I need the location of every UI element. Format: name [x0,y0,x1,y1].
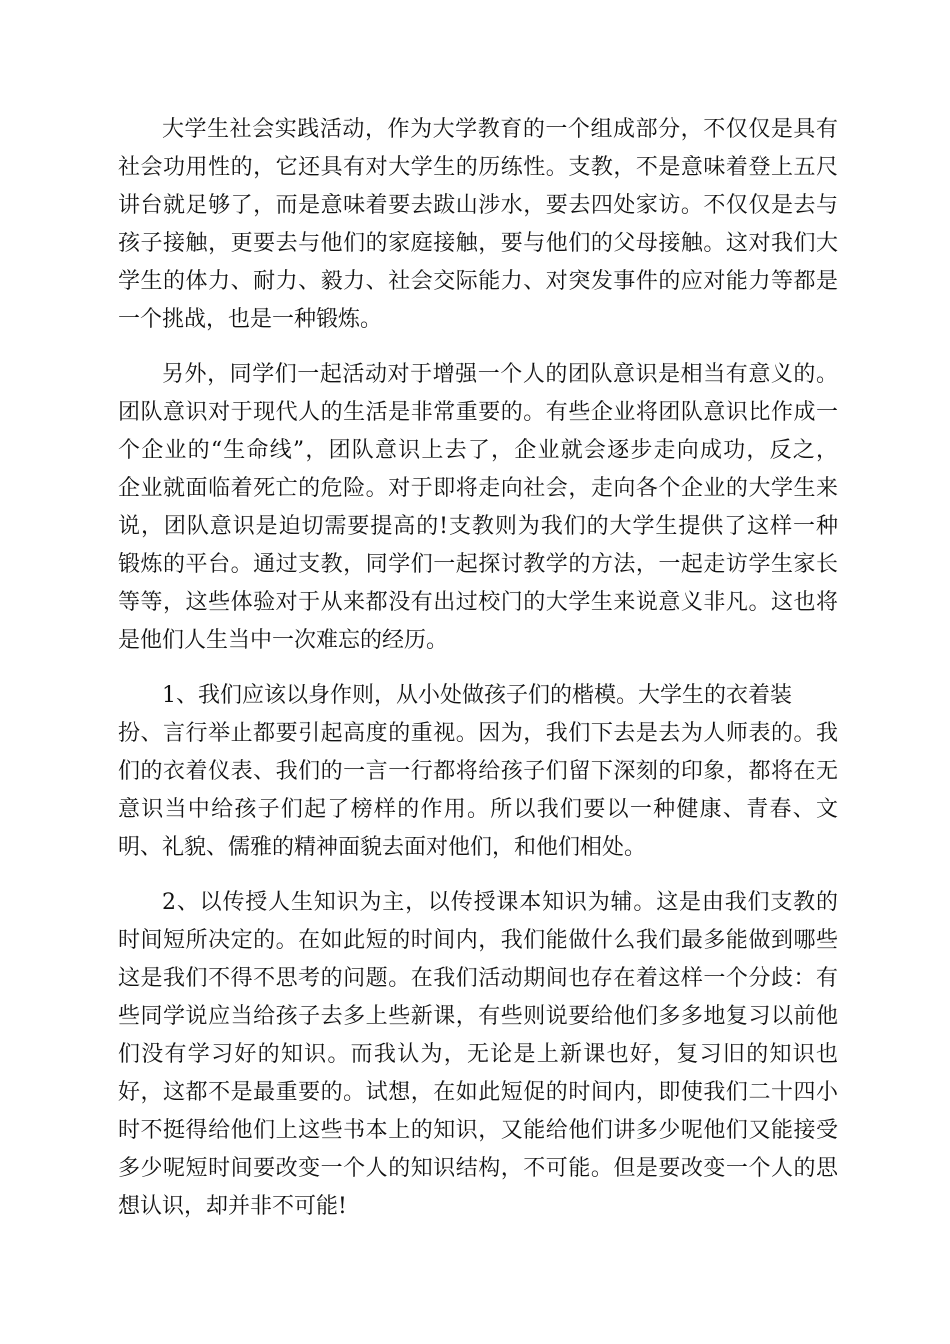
paragraph-2-line-3: 个企业的“生命线”，团队意识上去了，企业就会逐步走向成功，反之， [118,438,838,463]
paragraph-4-line-4: 些同学说应当给孩子去多上些新课，有些则说要给他们多多地复习以前他 [118,1004,838,1029]
paragraph-3-line-1: 1、我们应该以身作则，从小处做孩子们的楷模。大学生的衣着装 [162,683,792,708]
paragraph-4-line-6: 好，这都不是最重要的。试想，在如此短促的时间内，即使我们二十四小 [118,1080,838,1105]
paragraph-4-line-5: 们没有学习好的知识。而我认为，无论是上新课也好，复习旧的知识也 [118,1042,838,1067]
paragraph-3-line-5: 明、礼貌、儒雅的精神面貌去面对他们，和他们相处。 [118,835,647,860]
paragraph-2-line-5: 说，团队意识是迫切需要提高的!支教则为我们的大学生提供了这样一种 [118,514,838,539]
paragraph-2-line-2: 团队意识对于现代人的生活是非常重要的。有些企业将团队意识比作成一 [118,400,838,425]
paragraph-4-line-3: 这是我们不得不思考的问题。在我们活动期间也存在着这样一个分歧：有 [118,966,838,991]
paragraph-1-line-4: 孩子接触，更要去与他们的家庭接触，要与他们的父母接触。这对我们大 [118,231,838,256]
paragraph-1-line-1: 大学生社会实践活动，作为大学教育的一个组成部分，不仅仅是具有 [162,117,838,142]
paragraph-3-line-3: 们的衣着仪表、我们的一言一行都将给孩子们留下深刻的印象，都将在无 [118,759,838,784]
paragraph-4-line-9: 想认识，却并非不可能! [118,1194,347,1219]
paragraph-1-line-5: 学生的体力、耐力、毅力、社会交际能力、对突发事件的应对能力等都是 [118,269,838,294]
paragraph-4-line-2: 时间短所决定的。在如此短的时间内，我们能做什么我们最多能做到哪些 [118,928,838,953]
paragraph-2-line-4: 企业就面临着死亡的危险。对于即将走向社会，走向各个企业的大学生来 [118,476,838,501]
paragraph-4-line-1: 2、以传授人生知识为主，以传授课本知识为辅。这是由我们支教的 [162,890,838,915]
paragraph-2-line-8: 是他们人生当中一次难忘的经历。 [118,628,449,653]
paragraph-1-line-6: 一个挑战，也是一种锻炼。 [118,307,383,332]
paragraph-3-line-2: 扮、言行举止都要引起高度的重视。因为，我们下去是去为人师表的。我 [118,721,838,746]
paragraph-4-line-8: 多少呢短时间要改变一个人的知识结构，不可能。但是要改变一个人的思 [118,1156,838,1181]
paragraph-2-line-7: 等等，这些体验对于从来都没有出过校门的大学生来说意义非凡。这也将 [118,590,838,615]
paragraph-2-line-1: 另外，同学们一起活动对于增强一个人的团队意识是相当有意义的。 [162,362,838,387]
paragraph-2-line-6: 锻炼的平台。通过支教，同学们一起探讨教学的方法，一起走访学生家长 [118,552,838,577]
paragraph-1-line-2: 社会功用性的，它还具有对大学生的历练性。支教，不是意味着登上五尺 [118,155,838,180]
paragraph-4-line-7: 时不挺得给他们上这些书本上的知识，又能给他们讲多少呢他们又能接受 [118,1118,838,1143]
paragraph-3-line-4: 意识当中给孩子们起了榜样的作用。所以我们要以一种健康、青春、文 [118,797,838,822]
paragraph-1-line-3: 讲台就足够了，而是意味着要去跋山涉水，要去四处家访。不仅仅是去与 [118,193,838,218]
